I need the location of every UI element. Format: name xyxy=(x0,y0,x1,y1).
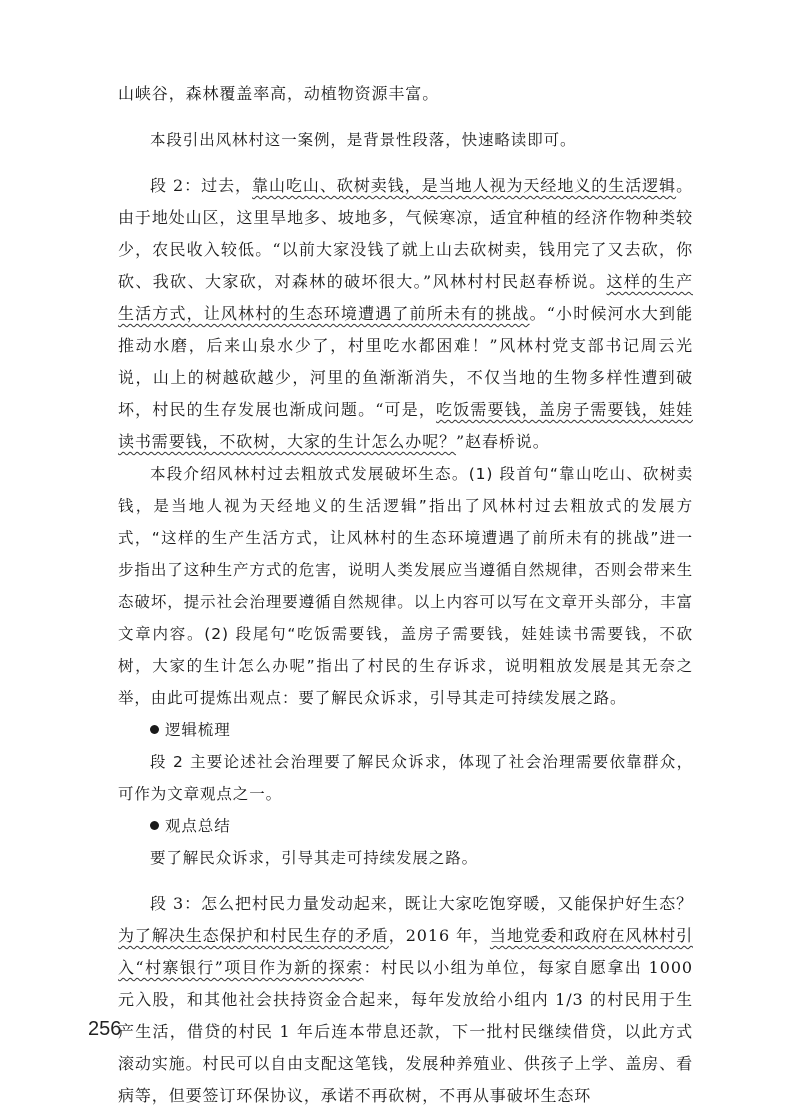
underlined-phrase: 靠山吃山、砍树卖钱，是当地人视为天经地义的生活逻辑 xyxy=(252,176,677,195)
logic-summary: 段 2 主要论述社会治理要了解民众诉求，体现了社会治理需要依靠群众，可作为文章观点之一。 xyxy=(118,753,693,803)
paragraph-2: 段 2：过去，靠山吃山、砍树卖钱，是当地人视为天经地义的生活逻辑。由于地处山区，这里旱地多、坡地多，气候寒凉，适宜种植的经济作物种类较少，农民收入较低。“以前大家没钱了就上山去砍树卖，钱用完了又去砍，你砍、我砍、大家砍，对森林的破坏很大。”风林村村民赵春桥说。这样的生产生活方式，让风林村的生态环境遭遇了前所未有的挑战。“小时候河水大到能推动水磨，后来山泉水少了，村里吃水都困难！”风林村党支部书记周云光说，山上的树越砍越少，河里的鱼渐渐消失，不仅当地的生物多样性遭到破坏，村民的生存发展也渐成问题。“可是，吃饭需要钱，盖房子需要钱，娃娃读书需要钱，不砍树，大家的生计怎么办呢？”赵春桥说。 xyxy=(118,176,693,451)
analysis-note-1: 本段引出风林村这一案例，是背景性段落，快速略读即可。 xyxy=(150,131,577,149)
underlined-phrase: 为了解决生态保护和村民生存的矛盾 xyxy=(118,926,389,945)
underlined-phrase: 这样的生产生活方式，让风林村的生态环境遭遇了前所未有的挑战 xyxy=(118,272,693,323)
paragraph-3: 段 3：怎么把村民力量发动起来，既让大家吃饱穿暖，又能保护好生态？为了解决生态保护和村民生存的矛盾，2016 年，当地党委和政府在风林村引入“村寨银行”项目作为新的探索：村民以小组为单位，每家自愿拿出 1000 元入股，和其他社会扶持资金合起来，每年发放给小组内 1/3 的村民用于生产生活，借贷的村民 1 年后连本带息还款，下一批村民继续借贷，以此方式滚动实施。村民可以自由支配这笔钱，发展种养殖业、供孩子上学、盖房、看病等，但要签订环保协议，承诺不再砍树，不再从事破坏生态环 xyxy=(118,894,693,1105)
section-heading-viewpoint: 观点总结 xyxy=(118,810,693,842)
viewpoint-summary: 要了解民众诉求，引导其走可持续发展之路。 xyxy=(150,849,479,867)
section-heading-logic: 逻辑梳理 xyxy=(118,714,693,746)
paragraph-continued: 山峡谷，森林覆盖率高，动植物资源丰富。 xyxy=(118,84,440,103)
page-number: 256 xyxy=(88,1018,122,1040)
bullet-icon xyxy=(150,821,159,830)
page-body xyxy=(118,78,693,1112)
underlined-phrase: 当地党委和政府在风林村引入“村寨银行”项目作为新的探索 xyxy=(118,926,693,977)
underlined-phrase: 吃饭需要钱，盖房子需要钱，娃娃读书需要钱，不砍树，大家的生计怎么办呢？ xyxy=(118,400,693,451)
analysis-note-2: 本段介绍风林村过去粗放式发展破坏生态。(1) 段首句“靠山吃山、砍树卖钱，是当地人视为天经地义的生活逻辑”指出了风林村过去粗放式的发展方式，“这样的生产生活方式，让风林村的生态环境遭遇了前所未有的挑战”进一步指出了这种生产方式的危害，说明人类发展应当遵循自然规律，否则会带来生态破坏，提示社会治理要遵循自然规律。以上内容可以写在文章开头部分，丰富文章内容。(2) 段尾句“吃饭需要钱，盖房子需要钱，娃娃读书需要钱，不砍树，大家的生计怎么办呢”指出了村民的生存诉求，说明粗放发展是其无奈之举，由此可提炼出观点：要了解民众诉求，引导其走可持续发展之路。 xyxy=(118,465,693,707)
bullet-icon xyxy=(150,725,159,734)
